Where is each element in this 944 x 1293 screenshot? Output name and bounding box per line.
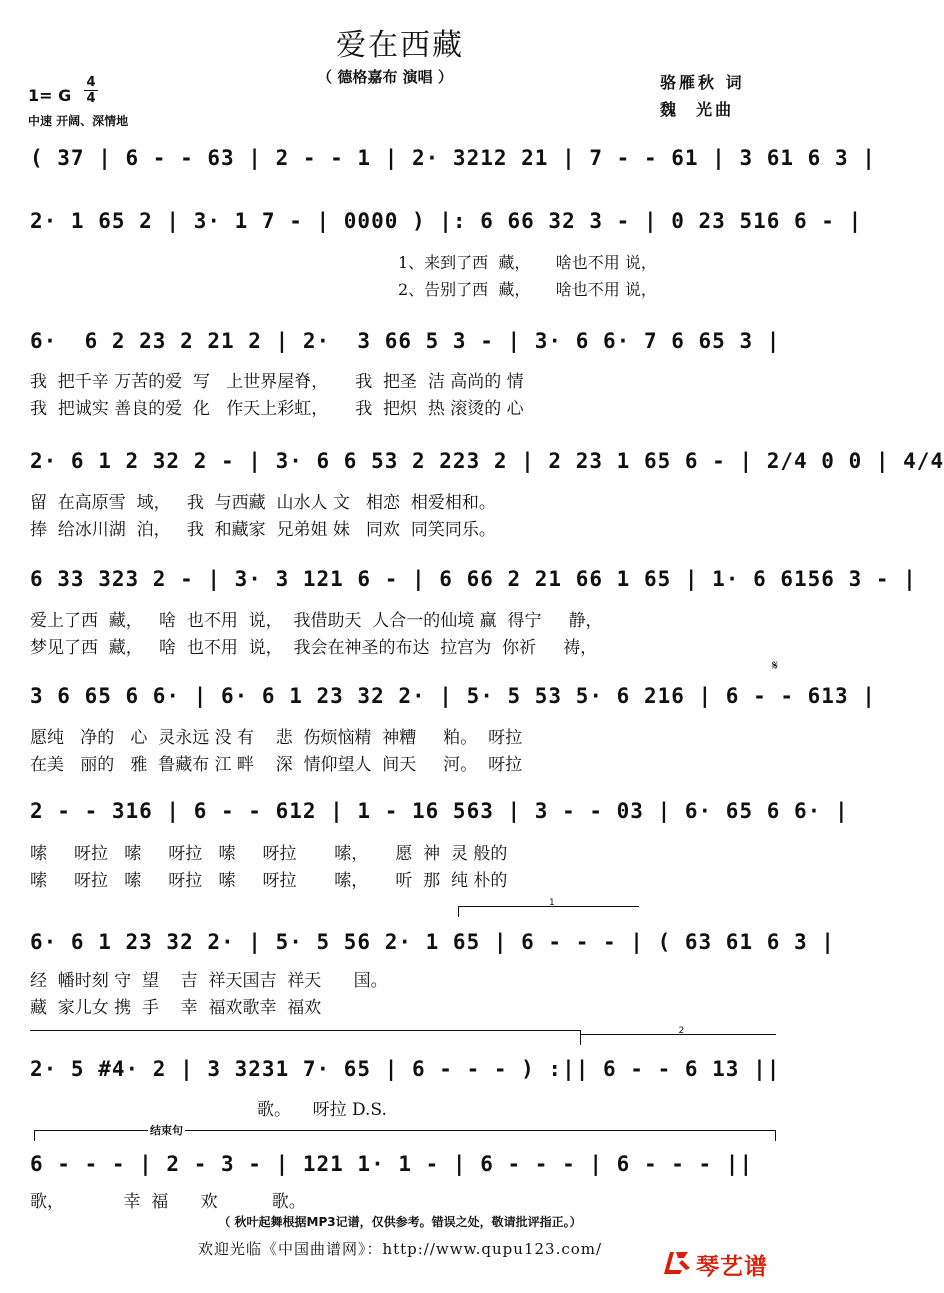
- qinyipu-logo[interactable]: [660, 1246, 790, 1280]
- notation-line: 2· 1 65 2 | 3· 1 7 - | 0000 ) |: 6 66 32 3 - | 0 23 516 6 - |: [30, 209, 863, 233]
- ending-label: 结束句: [150, 1124, 183, 1137]
- notation-line: 2 - - 316 | 6 - - 612 | 1 - 16 563 | 3 - - 03 | 6· 65 6 6· |: [30, 799, 849, 823]
- lyric-line: 梦见了西 藏， 啥 也不用 说， 我会在神圣的布达 拉宫为 你祈 祷，: [30, 638, 598, 658]
- lyric-line: 嗦 呀拉 嗦 呀拉 嗦 呀拉 嗦， 听 那 纯 朴的: [30, 871, 508, 891]
- lyric-line: 嗦 呀拉 嗦 呀拉 嗦 呀拉 嗦， 愿 神 灵 般的: [30, 844, 508, 864]
- lyric-line: 我 把千辛 万苦的爱 写 上世界屋脊， 我 把圣 洁 高尚的 情: [30, 372, 524, 392]
- composer-credit: 魏 光曲: [660, 100, 735, 119]
- time-signature-top: 4: [86, 75, 96, 90]
- logo-text: 琴艺谱: [696, 1254, 768, 1280]
- lyric-line: 在美 丽的 雅 鲁藏布 江 畔 深 情仰望人 间天 河。 呀拉: [30, 755, 523, 775]
- volta-number: 2: [678, 1026, 685, 1036]
- key-signature: 1= G: [28, 86, 72, 105]
- ending-bracket: [34, 1130, 776, 1141]
- singer-credit: （ 德格嘉布 演唱 ）: [317, 68, 453, 86]
- tempo-marking: 中速 开阔、深情地: [28, 114, 129, 128]
- segno-sign: 𝄋: [772, 658, 779, 674]
- song-title: 爱在西藏: [336, 28, 464, 63]
- lyricist-credit: 骆雁秋 词: [660, 73, 745, 92]
- notation-line: 2· 5 #4· 2 | 3 3231 7· 65 | 6 - - - ) :|| 6 - - 6 13 ||: [30, 1057, 781, 1081]
- lyric-line: 歌， 幸 福 欢 歌。: [30, 1192, 306, 1212]
- lyric-line: 捧 给冰川湖 泊， 我 和藏家 兄弟姐 妹 同欢 同笑同乐。: [30, 520, 496, 540]
- notation-line: 6· 6 1 23 32 2· | 5· 5 56 2· 1 65 | 6 - - - | ( 63 61 6 3 |: [30, 930, 835, 954]
- transcription-note: （ 秋叶起舞根据MP3记谱，仅供参考。错误之处，敬请批评指正。）: [218, 1215, 582, 1229]
- logo-icon: [660, 1248, 692, 1278]
- site-footer-link[interactable]: 欢迎光临《中国曲谱网》：http://www.qupu123.com/: [197, 1240, 603, 1258]
- first-ending-continuation: [30, 1030, 581, 1041]
- time-signature-bottom: 4: [86, 91, 96, 106]
- lyric-line: 经 幡时刻 守 望 吉 祥天国吉 祥天 国。: [30, 971, 388, 991]
- lyric-line: 歌。 呀拉 D.S.: [30, 1100, 387, 1120]
- lyric-line: 1、来到了西 藏， 啥也不用 说，: [398, 253, 657, 272]
- notation-line: 2· 6 1 2 32 2 - | 3· 6 6 53 2 223 2 | 2 23 1 65 6 - | 2/4 0 0 | 4/4: [30, 449, 944, 473]
- lyric-line: 留 在高原雪 域， 我 与西藏 山水人 文 相恋 相爱相和。: [30, 493, 496, 513]
- time-signature: [84, 76, 98, 105]
- lyric-line: 我 把诚实 善良的爱 化 作天上彩虹， 我 把炽 热 滚烫的 心: [30, 399, 524, 419]
- notation-line: 6 33 323 2 - | 3· 3 121 6 - | 6 66 2 21 66 1 65 | 1· 6 6156 3 - |: [30, 567, 917, 591]
- lyric-line: 2、告别了西 藏， 啥也不用 说，: [398, 280, 657, 299]
- volta-number: 1: [549, 898, 555, 908]
- lyric-line: 藏 家儿女 携 手 幸 福欢歌幸 福欢: [30, 998, 322, 1018]
- lyric-line: 愿纯 净的 心 灵永远 没 有 悲 伤烦恼精 神糟 粕。 呀拉: [30, 728, 523, 748]
- notation-line: 6 - - - | 2 - 3 - | 121 1· 1 - | 6 - - - | 6 - - - ||: [30, 1152, 754, 1176]
- lyric-line: 爱上了西 藏， 啥 也不用 说， 我借助天 人合一的仙境 赢 得宁 静，: [30, 611, 603, 631]
- second-ending-bracket: [580, 1026, 776, 1045]
- notation-line: ( 37 | 6 - - 63 | 2 - - 1 | 2· 3212 21 | 7 - - 61 | 3 61 6 3 |: [30, 146, 876, 170]
- notation-line: 6· 6 2 23 2 21 2 | 2· 3 66 5 3 - | 3· 6 6· 7 6 65 3 |: [30, 329, 781, 353]
- first-ending-bracket: [458, 898, 639, 917]
- notation-line: 3 6 65 6 6· | 6· 6 1 23 32 2· | 5· 5 53 5· 6 216 | 6 - - 613 |: [30, 684, 876, 708]
